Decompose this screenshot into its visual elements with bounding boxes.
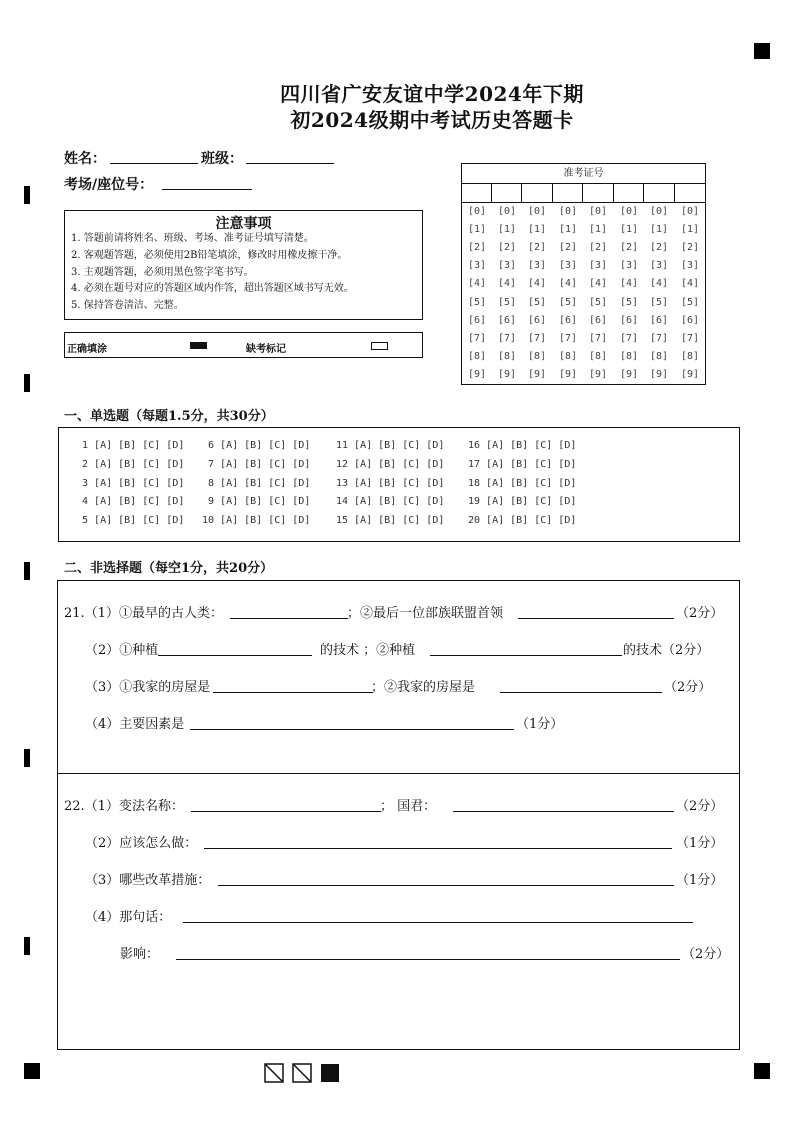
timing-mark	[24, 562, 30, 580]
admission-title: 准考证号	[462, 164, 705, 184]
q22-1-label-b: ； 国君：	[380, 799, 437, 814]
mc-row[interactable]: 16 [A] [B] [C] [D]	[468, 440, 577, 451]
mc-row[interactable]: 2 [A] [B] [C] [D]	[76, 458, 185, 470]
admission-digit-bubble[interactable]: [6]	[680, 314, 700, 326]
notice-item: 5. 保持答卷清洁、完整。	[71, 300, 184, 311]
admission-digit-bubble[interactable]: [6]	[588, 314, 608, 326]
admission-digit-bubble[interactable]: [1]	[588, 224, 608, 236]
admission-digit-bubble[interactable]: [9]	[558, 368, 578, 380]
admission-digit-bubble[interactable]: [8]	[527, 350, 547, 362]
admission-digit-bubble[interactable]: [2]	[649, 242, 669, 254]
admission-digit-bubble[interactable]: [0]	[467, 206, 487, 217]
q22-2-blank[interactable]	[204, 848, 672, 849]
admission-digit-bubble[interactable]: [2]	[588, 242, 608, 254]
class-field[interactable]	[246, 163, 334, 164]
q21-1-label-b: ；②最后一位部族联盟首领	[347, 606, 504, 621]
mc-row[interactable]: 18 [A] [B] [C] [D]	[468, 477, 577, 489]
admission-digit-bubble[interactable]: [7]	[680, 332, 700, 344]
admission-digit-bubble[interactable]: [2]	[619, 242, 639, 254]
absent-mark-label: 缺考标记	[246, 344, 286, 355]
timing-mark	[24, 749, 30, 767]
q22-impact-label: 影响：	[120, 947, 160, 962]
timing-mark	[24, 937, 30, 955]
admission-digit-row[interactable]	[462, 260, 705, 276]
mc-row[interactable]: 9 [A] [B] [C] [D]	[202, 496, 311, 508]
timing-mark	[24, 186, 30, 204]
admission-digit-bubble[interactable]: [1]	[680, 224, 700, 236]
mc-row[interactable]: 6 [A] [B] [C] [D]	[202, 440, 311, 451]
mc-row[interactable]: 20 [A] [B] [C] [D]	[468, 515, 577, 527]
mc-row[interactable]: 17 [A] [B] [C] [D]	[468, 458, 577, 470]
admission-digit-bubble[interactable]: [7]	[527, 332, 547, 344]
admission-digit-bubble[interactable]: [5]	[680, 296, 700, 308]
registration-mark-bottom-left	[24, 1063, 40, 1079]
q21-3-label-b: ；②我家的房屋是	[371, 680, 476, 695]
admission-digit-bubble[interactable]: [6]	[619, 314, 639, 326]
mc-row[interactable]: 1 [A] [B] [C] [D]	[76, 440, 185, 451]
admission-digit-cell[interactable]	[492, 183, 522, 202]
mc-row[interactable]: 13 [A] [B] [C] [D]	[336, 477, 445, 489]
page-code-marks	[264, 1063, 344, 1083]
admission-digit-cell[interactable]	[522, 183, 553, 202]
admission-digit-row[interactable]	[462, 333, 705, 349]
admission-digit-bubble[interactable]: [5]	[649, 296, 669, 308]
registration-mark-bottom-right	[754, 1063, 770, 1079]
mc-row[interactable]: 4 [A] [B] [C] [D]	[76, 496, 185, 508]
admission-digit-bubble[interactable]: [9]	[527, 368, 547, 380]
admission-digit-bubble[interactable]: [1]	[497, 224, 517, 236]
admission-digit-bubble[interactable]: [6]	[558, 314, 578, 326]
registration-mark-top-right	[754, 43, 770, 59]
section2-heading: 二、非选择题（每空1分，共20分）	[64, 561, 274, 576]
q21-4-label: （4）主要因素是	[85, 717, 185, 732]
notice-item: 3. 主观题答题，必须用黑色签字笔书写。	[71, 267, 254, 278]
admission-number-grid	[461, 163, 706, 385]
correct-fill-label: 正确填涂	[67, 344, 107, 355]
admission-digit-bubble[interactable]: [3]	[527, 260, 547, 272]
notice-title: 注意事项	[215, 216, 272, 232]
absent-mark-box[interactable]	[371, 342, 388, 350]
admission-digit-row[interactable]	[462, 278, 705, 294]
admission-digit-bubble[interactable]: [5]	[497, 296, 517, 308]
admission-digit-row[interactable]	[462, 206, 705, 222]
mc-row[interactable]: 19 [A] [B] [C] [D]	[468, 496, 577, 508]
admission-digit-bubble[interactable]: [9]	[588, 368, 608, 380]
admission-digit-bubble[interactable]: [4]	[649, 278, 669, 290]
mc-row[interactable]: 14 [A] [B] [C] [D]	[336, 496, 445, 508]
admission-digit-bubble[interactable]: [8]	[467, 350, 487, 362]
admission-digit-bubble[interactable]: [7]	[497, 332, 517, 344]
q22-impact-score: （2分）	[682, 947, 730, 962]
class-label: 班级：	[201, 151, 243, 167]
mc-group[interactable]	[202, 440, 310, 534]
admission-digit-bubble[interactable]: [3]	[558, 260, 578, 272]
q22-2-label: （2）应该怎么做：	[85, 836, 198, 851]
admission-digit-bubble[interactable]: [0]	[588, 206, 608, 217]
room-seat-label: 考场/座位号：	[64, 177, 154, 193]
admission-digit-bubble[interactable]: [6]	[497, 314, 517, 326]
admission-digit-bubble[interactable]: [7]	[649, 332, 669, 344]
q21-1-blank-a[interactable]	[230, 618, 348, 619]
q22-1-blank-b[interactable]	[453, 811, 674, 812]
q21-1-score: （2分）	[676, 606, 724, 621]
admission-digit-bubble[interactable]: [0]	[527, 206, 547, 217]
admission-digit-bubble[interactable]: [7]	[588, 332, 608, 344]
admission-digit-bubble[interactable]: [3]	[497, 260, 517, 272]
q21-2-label-b: 的技术 ；②种植	[320, 643, 416, 658]
q21-3-blank-b[interactable]	[500, 692, 662, 693]
admission-digit-bubble[interactable]: [2]	[680, 242, 700, 254]
q21-4-blank[interactable]	[190, 729, 514, 730]
admission-digit-cell[interactable]	[675, 183, 705, 202]
admission-digit-bubble[interactable]: [9]	[497, 368, 517, 380]
page-code-filled-box	[321, 1064, 339, 1082]
q21-1-blank-b[interactable]	[518, 618, 674, 619]
admission-digit-bubble[interactable]: [8]	[497, 350, 517, 362]
q22-3-label: （3）哪些改革措施：	[85, 873, 211, 888]
q22-3-score: （1分）	[676, 873, 724, 888]
page-title-line2: 初2024级期中考试历史答题卡	[290, 108, 574, 132]
admission-digit-bubble[interactable]: [3]	[680, 260, 700, 272]
admission-digit-bubble[interactable]: [8]	[558, 350, 578, 362]
q21-2-label-c: 的技术（2分）	[623, 643, 710, 658]
admission-digit-bubble[interactable]: [8]	[588, 350, 608, 362]
admission-digit-bubble[interactable]: [6]	[527, 314, 547, 326]
q21-3-score: （2分）	[664, 680, 712, 695]
admission-digit-bubble[interactable]: [8]	[649, 350, 669, 362]
notice-box	[64, 210, 423, 320]
admission-digit-bubble[interactable]: [6]	[467, 314, 487, 326]
section1-heading: 一、单选题（每题1.5分，共30分）	[64, 409, 274, 424]
admission-digit-bubble[interactable]: [5]	[467, 296, 487, 308]
admission-digit-bubble[interactable]: [9]	[680, 368, 700, 380]
mc-row[interactable]: 3 [A] [B] [C] [D]	[76, 477, 185, 489]
admission-digit-cell[interactable]	[614, 183, 644, 202]
admission-digit-bubble[interactable]: [0]	[649, 206, 669, 217]
admission-digit-cell[interactable]	[462, 183, 492, 202]
admission-digit-row[interactable]	[462, 224, 705, 240]
q21-1-label-a: 21.（1）①最早的古人类：	[64, 606, 223, 621]
mc-row[interactable]: 5 [A] [B] [C] [D]	[76, 515, 185, 527]
admission-digit-bubble[interactable]: [5]	[527, 296, 547, 308]
correct-fill-sample	[190, 342, 207, 349]
admission-digit-bubble[interactable]: [9]	[467, 368, 487, 380]
q21-3-blank-a[interactable]	[213, 692, 373, 693]
admission-digit-bubble[interactable]: [0]	[680, 206, 700, 217]
admission-digit-bubble[interactable]: [5]	[558, 296, 578, 308]
admission-digit-bubble[interactable]: [4]	[558, 278, 578, 290]
admission-digit-bubble[interactable]: [4]	[497, 278, 517, 290]
mc-row[interactable]: 10 [A] [B] [C] [D]	[202, 515, 311, 527]
mc-row[interactable]: 15 [A] [B] [C] [D]	[336, 515, 445, 527]
q21-4-score: （1分）	[516, 717, 564, 732]
admission-digit-bubble[interactable]: [0]	[558, 206, 578, 217]
admission-digit-bubble[interactable]: [4]	[680, 278, 700, 290]
notice-item: 2. 客观题答题，必须使用2B铅笔填涂，修改时用橡皮擦干净。	[71, 250, 348, 261]
mc-group[interactable]	[336, 440, 444, 534]
admission-digit-row[interactable]	[462, 315, 705, 331]
admission-digit-bubble[interactable]: [9]	[649, 368, 669, 380]
admission-digit-cell[interactable]	[583, 183, 614, 202]
admission-digit-row[interactable]	[462, 297, 705, 313]
page-title-line1: 四川省广安友谊中学2024年下期	[280, 82, 584, 106]
admission-digit-bubble[interactable]: [5]	[588, 296, 608, 308]
q22-1-score: （2分）	[676, 799, 724, 814]
admission-digit-bubble[interactable]: [0]	[619, 206, 639, 217]
mc-row[interactable]: 8 [A] [B] [C] [D]	[202, 477, 311, 489]
admission-digit-bubble[interactable]: [4]	[588, 278, 608, 290]
admission-digit-bubble[interactable]: [8]	[680, 350, 700, 362]
timing-mark	[24, 374, 30, 392]
notice-item: 4. 必须在题号对应的答题区域内作答，超出答题区域书写无效。	[71, 283, 354, 294]
admission-digit-bubble[interactable]: [1]	[527, 224, 547, 236]
admission-digit-bubble[interactable]: [2]	[527, 242, 547, 254]
mc-row[interactable]: 12 [A] [B] [C] [D]	[336, 458, 445, 470]
q21-answer-box	[57, 580, 740, 774]
admission-digit-bubble[interactable]: [1]	[558, 224, 578, 236]
admission-digit-bubble[interactable]: [7]	[467, 332, 487, 344]
admission-digit-bubble[interactable]: [4]	[467, 278, 487, 290]
q22-2-score: （1分）	[676, 836, 724, 851]
admission-digit-bubble[interactable]: [2]	[558, 242, 578, 254]
admission-digit-bubble[interactable]: [2]	[467, 242, 487, 254]
admission-digit-bubble[interactable]: [1]	[649, 224, 669, 236]
admission-digit-bubble[interactable]: [9]	[619, 368, 639, 380]
fill-example-box	[64, 332, 423, 358]
q22-3-blank[interactable]	[218, 885, 674, 886]
admission-digit-bubble[interactable]: [7]	[619, 332, 639, 344]
q22-1-blank-a[interactable]	[191, 811, 381, 812]
admission-digit-bubble[interactable]: [4]	[619, 278, 639, 290]
admission-digit-row[interactable]	[462, 369, 705, 385]
name-field[interactable]	[110, 163, 198, 164]
q21-2-label-a: （2）①种植	[85, 643, 159, 658]
mc-row[interactable]: 7 [A] [B] [C] [D]	[202, 458, 311, 470]
q21-2-blank-a[interactable]	[158, 655, 312, 656]
admission-digit-bubble[interactable]: [1]	[467, 224, 487, 236]
mc-group[interactable]	[468, 440, 576, 534]
admission-digit-bubble[interactable]: [3]	[619, 260, 639, 272]
q21-3-label-a: （3）①我家的房屋是	[85, 680, 211, 695]
admission-digit-bubble[interactable]: [4]	[527, 278, 547, 290]
q21-2-blank-b[interactable]	[430, 655, 622, 656]
mc-group[interactable]	[76, 440, 184, 534]
mc-row[interactable]: 11 [A] [B] [C] [D]	[336, 440, 445, 451]
q22-4-label: （4）那句话：	[85, 910, 172, 925]
admission-divider	[462, 202, 705, 203]
admission-digit-cell[interactable]	[644, 183, 675, 202]
notice-item: 1. 答题前请将姓名、班级、考场、准考证号填写清楚。	[71, 233, 314, 244]
admission-digit-row[interactable]	[462, 242, 705, 258]
admission-digit-bubble[interactable]: [3]	[467, 260, 487, 272]
page-code-diagonal	[293, 1064, 311, 1082]
admission-digit-bubble[interactable]: [3]	[588, 260, 608, 272]
q22-1-label-a: 22.（1）变法名称：	[64, 799, 184, 814]
admission-digit-bubble[interactable]: [7]	[558, 332, 578, 344]
page-code-diagonal	[265, 1064, 283, 1082]
mc-answer-box	[58, 427, 740, 542]
q22-answer-box	[57, 773, 740, 1050]
admission-digit-bubble[interactable]: [0]	[497, 206, 517, 217]
room-seat-field[interactable]	[162, 189, 252, 190]
name-label: 姓名：	[64, 151, 106, 167]
admission-digit-bubble[interactable]: [5]	[619, 296, 639, 308]
q22-4-blank[interactable]	[183, 922, 693, 923]
admission-digit-bubble[interactable]: [3]	[649, 260, 669, 272]
admission-digit-bubble[interactable]: [6]	[649, 314, 669, 326]
admission-digit-row[interactable]	[462, 351, 705, 367]
q22-impact-blank[interactable]	[176, 959, 680, 960]
admission-digit-bubble[interactable]: [2]	[497, 242, 517, 254]
admission-digit-bubble[interactable]: [1]	[619, 224, 639, 236]
admission-digit-bubble[interactable]: [8]	[619, 350, 639, 362]
admission-digit-cell[interactable]	[553, 183, 583, 202]
